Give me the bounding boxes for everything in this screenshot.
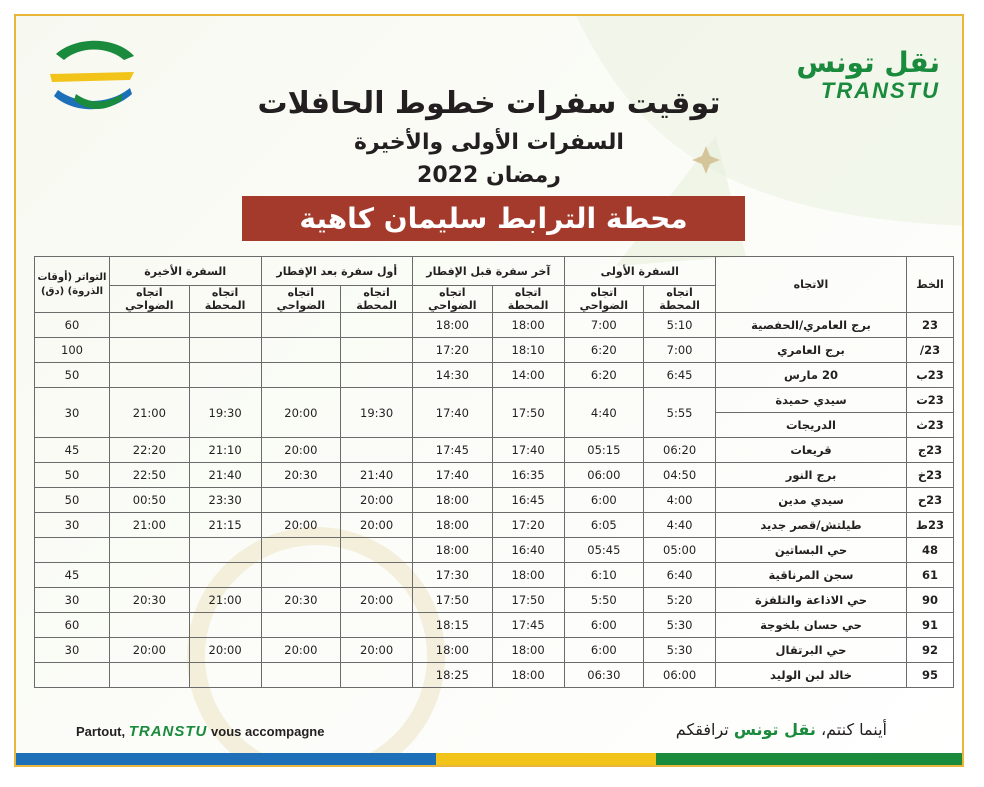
time-cell: 18:00 [492, 663, 564, 688]
frequency-cell: 100 [35, 338, 110, 363]
time-cell: 16:40 [492, 538, 564, 563]
direction-cell: الدريجات [716, 413, 907, 438]
table-header-row [35, 257, 954, 286]
time-cell: 20:00 [261, 638, 341, 663]
line-number: 95 [907, 663, 954, 688]
time-cell: 6:00 [564, 488, 644, 513]
table-row [35, 563, 954, 588]
time-cell: 5:55 [644, 388, 716, 438]
time-cell [189, 363, 261, 388]
line-number: 90 [907, 588, 954, 613]
time-cell: 17:30 [413, 563, 493, 588]
time-cell: 18:00 [413, 513, 493, 538]
line-number: 23/ [907, 338, 954, 363]
time-cell: 06:30 [564, 663, 644, 688]
frequency-cell: 30 [35, 513, 110, 538]
time-cell: 4:40 [644, 513, 716, 538]
subheader-to-station: اتجاه المحطة [492, 286, 564, 313]
time-cell: 20:30 [261, 463, 341, 488]
time-cell [110, 538, 190, 563]
direction-cell: سيدي مدين [716, 488, 907, 513]
time-cell: 21:40 [341, 463, 413, 488]
time-cell [189, 313, 261, 338]
time-cell: 18:15 [413, 613, 493, 638]
footer-bar-green [656, 753, 962, 765]
time-cell [341, 538, 413, 563]
time-cell: 17:45 [413, 438, 493, 463]
time-cell: 21:00 [110, 513, 190, 538]
time-cell: 7:00 [644, 338, 716, 363]
direction-cell: برج العامري/الحفصية [716, 313, 907, 338]
frequency-cell: 60 [35, 313, 110, 338]
direction-cell: حي الاذاعة والتلفزة [716, 588, 907, 613]
frequency-cell [35, 663, 110, 688]
brand-arabic: نقل تونس [796, 46, 940, 79]
time-cell: 00:50 [110, 488, 190, 513]
time-cell: 17:40 [492, 438, 564, 463]
time-cell [261, 663, 341, 688]
footer-slogan-ar [676, 720, 887, 739]
time-cell: 04:50 [644, 463, 716, 488]
time-cell: 17:40 [413, 463, 493, 488]
frequency-cell: 30 [35, 388, 110, 438]
table-row [35, 313, 954, 338]
header-first: السفرة الأولى [564, 257, 716, 286]
time-cell: 19:30 [341, 388, 413, 438]
header-last: السفرة الأخيرة [110, 257, 262, 286]
time-cell: 6:20 [564, 338, 644, 363]
line-number: 48 [907, 538, 954, 563]
time-cell [341, 563, 413, 588]
header-line: الخط [907, 257, 954, 313]
time-cell: 6:20 [564, 363, 644, 388]
line-number: 23خ [907, 463, 954, 488]
frequency-cell: 50 [35, 488, 110, 513]
frequency-cell: 50 [35, 463, 110, 488]
time-cell: 17:50 [492, 588, 564, 613]
time-cell: 5:50 [564, 588, 644, 613]
time-cell: 22:50 [110, 463, 190, 488]
time-cell: 21:00 [189, 588, 261, 613]
table-row [35, 338, 954, 363]
time-cell [261, 563, 341, 588]
line-number: 91 [907, 613, 954, 638]
time-cell [341, 363, 413, 388]
frequency-cell: 50 [35, 363, 110, 388]
time-cell: 6:05 [564, 513, 644, 538]
line-number: 61 [907, 563, 954, 588]
direction-cell: قريعات [716, 438, 907, 463]
direction-cell: 20 مارس [716, 363, 907, 388]
time-cell: 17:40 [413, 388, 493, 438]
time-cell: 17:50 [413, 588, 493, 613]
time-cell: 6:45 [644, 363, 716, 388]
time-cell [261, 538, 341, 563]
footer-bar-gold [436, 753, 656, 765]
time-cell [189, 663, 261, 688]
time-cell: 6:00 [564, 613, 644, 638]
time-cell: 4:00 [644, 488, 716, 513]
time-cell: 6:00 [564, 638, 644, 663]
subheader-to-suburbs: اتجاه الضواحي [564, 286, 644, 313]
frequency-cell: 60 [35, 613, 110, 638]
time-cell [341, 338, 413, 363]
time-cell: 14:00 [492, 363, 564, 388]
time-cell: 18:00 [492, 563, 564, 588]
time-cell [341, 663, 413, 688]
table-row [35, 613, 954, 638]
time-cell: 17:20 [413, 338, 493, 363]
footer-fr-brand: TRANSTU [128, 723, 208, 740]
header-first-after-iftar: أول سفرة بعد الإفطار [261, 257, 413, 286]
time-cell: 20:00 [341, 513, 413, 538]
time-cell: 21:10 [189, 438, 261, 463]
time-cell [110, 313, 190, 338]
direction-cell: حي البساتين [716, 538, 907, 563]
time-cell [110, 613, 190, 638]
time-cell: 20:00 [189, 638, 261, 663]
time-cell [341, 613, 413, 638]
line-number: 23ح [907, 488, 954, 513]
time-cell: 20:00 [110, 638, 190, 663]
time-cell: 7:00 [564, 313, 644, 338]
time-cell [110, 663, 190, 688]
direction-cell: حي البرتقال [716, 638, 907, 663]
subheader-to-station: اتجاه المحطة [644, 286, 716, 313]
subheader-to-suburbs: اتجاه الضواحي [413, 286, 493, 313]
time-cell [261, 488, 341, 513]
time-cell: 21:00 [110, 388, 190, 438]
frequency-cell: 45 [35, 563, 110, 588]
direction-cell: سجن المرناقية [716, 563, 907, 588]
time-cell: 05:15 [564, 438, 644, 463]
time-cell [261, 313, 341, 338]
time-cell: 20:00 [341, 638, 413, 663]
time-cell [341, 313, 413, 338]
poster-frame [14, 14, 964, 767]
schedule-body [35, 313, 954, 688]
station-banner: محطة الترابط سليمان كاهية [242, 196, 745, 241]
frequency-cell: 45 [35, 438, 110, 463]
subheader-to-suburbs: اتجاه الضواحي [110, 286, 190, 313]
time-cell: 16:35 [492, 463, 564, 488]
time-cell: 18:00 [413, 538, 493, 563]
line-number: 23ط [907, 513, 954, 538]
table-row [35, 588, 954, 613]
frequency-cell: 30 [35, 588, 110, 613]
time-cell: 18:00 [492, 313, 564, 338]
time-cell: 4:40 [564, 388, 644, 438]
time-cell: 18:00 [413, 313, 493, 338]
line-number: 23ب [907, 363, 954, 388]
time-cell: 18:00 [413, 488, 493, 513]
time-cell: 17:20 [492, 513, 564, 538]
time-cell: 18:00 [492, 638, 564, 663]
direction-cell: سيدي حميدة [716, 388, 907, 413]
time-cell: 06:00 [644, 663, 716, 688]
time-cell: 20:00 [261, 513, 341, 538]
subheader-to-suburbs: اتجاه الضواحي [261, 286, 341, 313]
footer-fr-text: Partout, [76, 724, 129, 739]
time-cell: 18:25 [413, 663, 493, 688]
direction-cell: حي حسان بلخوجة [716, 613, 907, 638]
time-cell: 18:10 [492, 338, 564, 363]
time-cell: 5:10 [644, 313, 716, 338]
time-cell: 22:20 [110, 438, 190, 463]
table-row [35, 513, 954, 538]
time-cell: 05:45 [564, 538, 644, 563]
time-cell: 06:00 [564, 463, 644, 488]
time-cell [189, 613, 261, 638]
time-cell [110, 338, 190, 363]
table-row [35, 438, 954, 463]
brand-latin: TRANSTU [820, 78, 940, 103]
table-row [35, 363, 954, 388]
time-cell [110, 563, 190, 588]
line-number: 23ت [907, 388, 954, 413]
time-cell: 5:30 [644, 613, 716, 638]
page-subtitle: السفرات الأولى والأخيرة [354, 130, 624, 155]
frequency-cell [35, 538, 110, 563]
direction-cell: طيلتش/قصر جديد [716, 513, 907, 538]
time-cell: 05:00 [644, 538, 716, 563]
schedule-table [34, 256, 954, 688]
time-cell: 21:40 [189, 463, 261, 488]
table-row [35, 388, 954, 413]
frequency-cell: 30 [35, 638, 110, 663]
header-last-before-iftar: آخر سفرة قبل الإفطار [413, 257, 565, 286]
table-row [35, 638, 954, 663]
direction-cell: برج النور [716, 463, 907, 488]
header-frequency: التواتر (أوقات الذروة) (دق) [35, 257, 110, 313]
line-number: 23ث [907, 413, 954, 438]
line-number: 92 [907, 638, 954, 663]
time-cell: 06:20 [644, 438, 716, 463]
time-cell [261, 338, 341, 363]
line-number: 23ج [907, 438, 954, 463]
subheader-to-station: اتجاه المحطة [341, 286, 413, 313]
footer-slogan-fr [76, 723, 324, 740]
time-cell: 14:30 [413, 363, 493, 388]
time-cell: 16:45 [492, 488, 564, 513]
time-cell: 19:30 [189, 388, 261, 438]
time-cell [261, 363, 341, 388]
time-cell: 17:45 [492, 613, 564, 638]
period-label: رمضان 2022 [417, 163, 561, 188]
time-cell [189, 338, 261, 363]
table-row [35, 538, 954, 563]
table-row [35, 463, 954, 488]
time-cell [261, 613, 341, 638]
subheader-to-station: اتجاه المحطة [189, 286, 261, 313]
time-cell [110, 363, 190, 388]
footer-ar-brand: نقل تونس [733, 720, 816, 739]
time-cell: 18:00 [413, 638, 493, 663]
footer-ar-text-end: ترافقكم [675, 720, 734, 739]
time-cell: 20:30 [261, 588, 341, 613]
direction-cell: برج العامري [716, 338, 907, 363]
time-cell: 23:30 [189, 488, 261, 513]
time-cell [189, 538, 261, 563]
time-cell: 5:30 [644, 638, 716, 663]
page-title: توقيت سفرات خطوط الحافلات [257, 86, 721, 121]
footer-ar-text: أينما كنتم، [815, 720, 887, 739]
time-cell: 6:40 [644, 563, 716, 588]
time-cell [341, 438, 413, 463]
time-cell: 21:15 [189, 513, 261, 538]
time-cell: 20:00 [261, 438, 341, 463]
footer-bar-blue [16, 753, 436, 765]
direction-cell: خالد لبن الوليد [716, 663, 907, 688]
table-row [35, 663, 954, 688]
time-cell: 6:10 [564, 563, 644, 588]
time-cell: 20:00 [341, 588, 413, 613]
footer-fr-text-end: vous accompagne [207, 724, 325, 739]
time-cell: 20:00 [261, 388, 341, 438]
time-cell [189, 563, 261, 588]
table-row [35, 488, 954, 513]
time-cell: 17:50 [492, 388, 564, 438]
header-direction: الاتجاه [716, 257, 907, 313]
time-cell: 20:00 [341, 488, 413, 513]
line-number: 23 [907, 313, 954, 338]
time-cell: 20:30 [110, 588, 190, 613]
time-cell: 5:20 [644, 588, 716, 613]
